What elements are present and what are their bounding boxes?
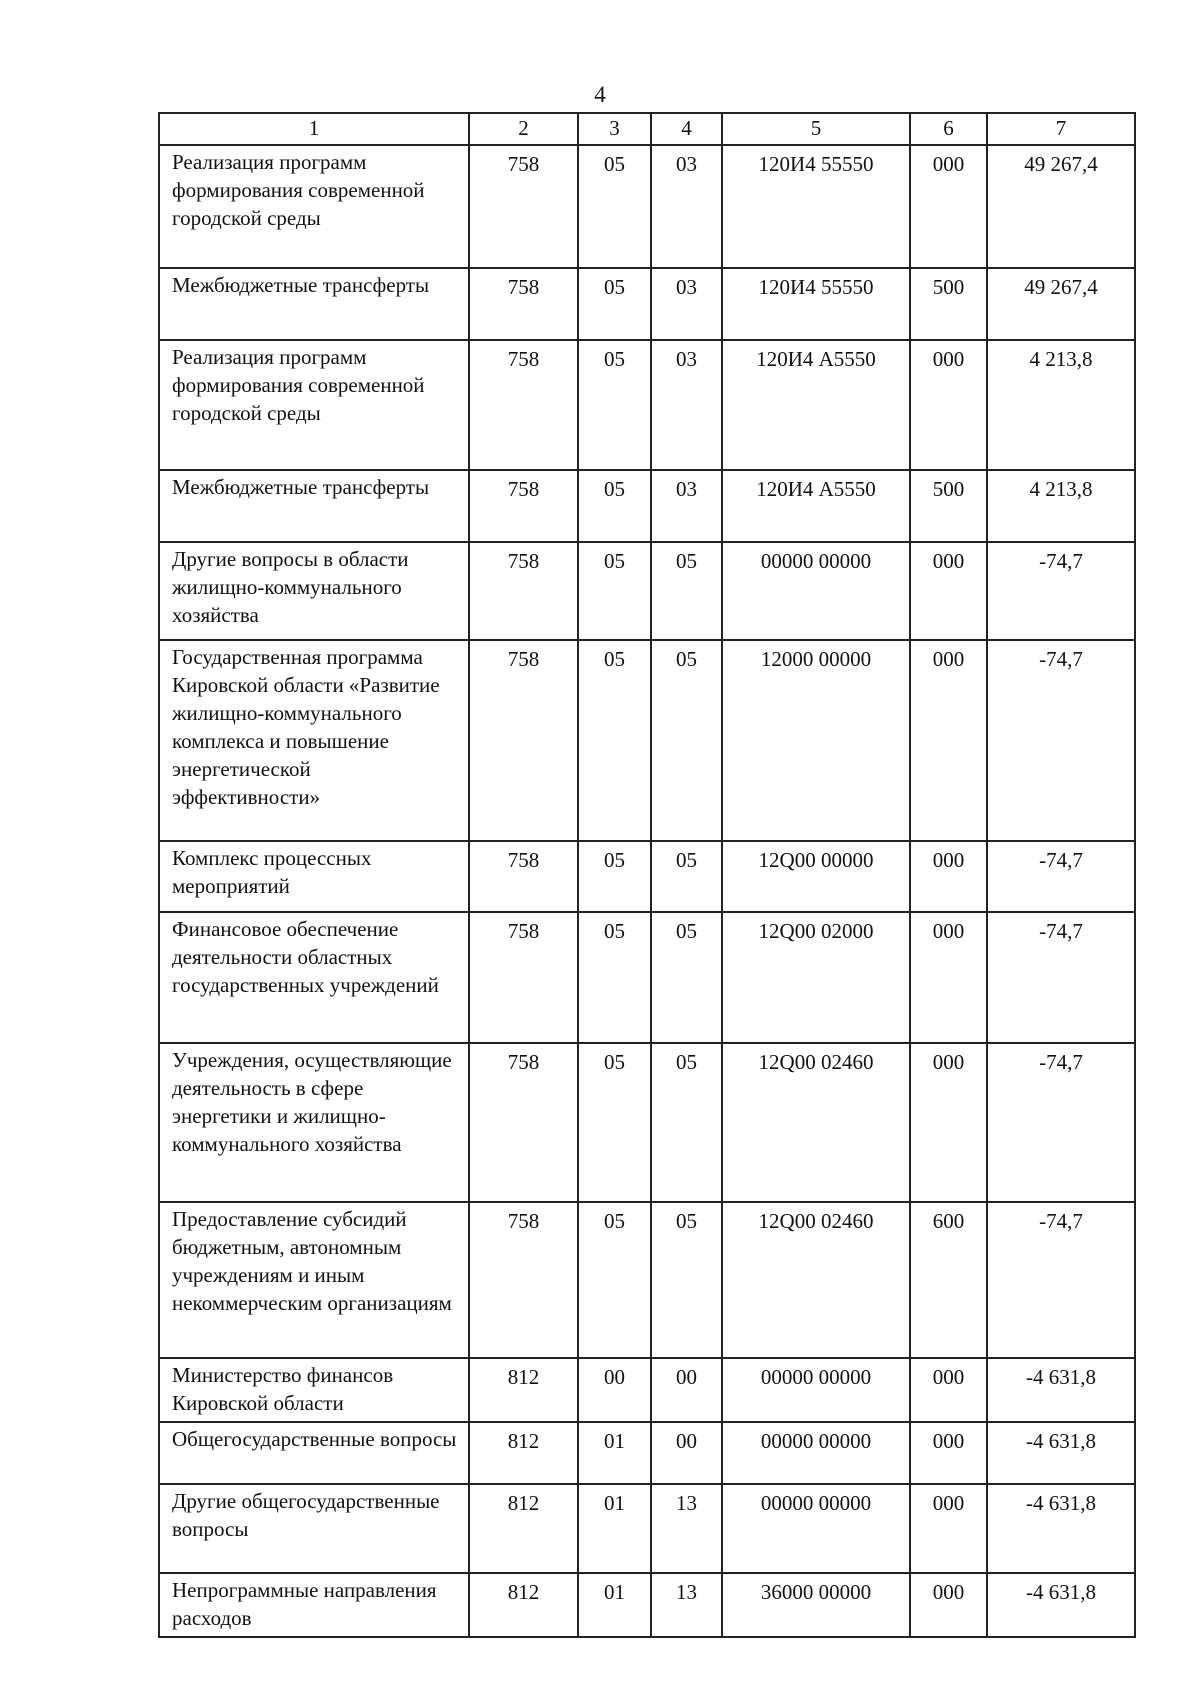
row-expense-type: 000: [910, 912, 987, 1043]
row-section: 01: [578, 1422, 651, 1484]
row-target-code: 00000 00000: [722, 1484, 910, 1573]
row-amount: -74,7: [987, 1202, 1135, 1358]
row-subsection: 03: [651, 145, 722, 268]
row-amount: -4 631,8: [987, 1422, 1135, 1484]
header-row: [159, 113, 1135, 145]
row-amount: -4 631,8: [987, 1573, 1135, 1637]
row-expense-type: 500: [910, 268, 987, 340]
row-target-code: 120И4 55550: [722, 145, 910, 268]
row-subsection: 00: [651, 1422, 722, 1484]
row-name: Другие вопросы в области жилищно-коммунального хозяйства: [159, 542, 469, 640]
row-expense-type: 000: [910, 841, 987, 912]
row-section: 05: [578, 268, 651, 340]
row-ministry-code: 758: [469, 268, 578, 340]
table-row: [159, 470, 1135, 542]
row-ministry-code: 758: [469, 542, 578, 640]
row-name: Непрограммные направления расходов: [159, 1573, 469, 1637]
row-target-code: 120И4 55550: [722, 268, 910, 340]
row-ministry-code: 758: [469, 340, 578, 470]
row-target-code: 00000 00000: [722, 542, 910, 640]
row-amount: -4 631,8: [987, 1484, 1135, 1573]
table-row: [159, 1422, 1135, 1484]
row-subsection: 13: [651, 1484, 722, 1573]
row-section: 01: [578, 1573, 651, 1637]
header-col-7: 7: [987, 113, 1135, 145]
row-amount: -74,7: [987, 1043, 1135, 1202]
row-expense-type: 000: [910, 340, 987, 470]
row-target-code: 00000 00000: [722, 1358, 910, 1422]
row-section: 05: [578, 470, 651, 542]
row-subsection: 03: [651, 268, 722, 340]
row-expense-type: 000: [910, 640, 987, 841]
row-target-code: 12Q00 00000: [722, 841, 910, 912]
table-row: [159, 1202, 1135, 1358]
row-subsection: 03: [651, 470, 722, 542]
row-target-code: 00000 00000: [722, 1422, 910, 1484]
table-row: [159, 912, 1135, 1043]
row-name: Предоставление субсидий бюджетным, автономным учреждениям и иным некоммерческим организациям: [159, 1202, 469, 1358]
row-expense-type: 500: [910, 470, 987, 542]
row-target-code: 120И4 А5550: [722, 340, 910, 470]
row-name: Межбюджетные трансферты: [159, 268, 469, 340]
row-target-code: 12Q00 02460: [722, 1202, 910, 1358]
budget-table: [158, 112, 1136, 1638]
row-target-code: 12000 00000: [722, 640, 910, 841]
row-section: 05: [578, 912, 651, 1043]
row-expense-type: 000: [910, 1484, 987, 1573]
row-target-code: 36000 00000: [722, 1573, 910, 1637]
row-amount: -74,7: [987, 640, 1135, 841]
row-section: 05: [578, 841, 651, 912]
row-amount: 4 213,8: [987, 340, 1135, 470]
header-col-1: 1: [159, 113, 469, 145]
row-subsection: 03: [651, 340, 722, 470]
row-section: 00: [578, 1358, 651, 1422]
row-expense-type: 000: [910, 1573, 987, 1637]
row-name: Комплекс процессных мероприятий: [159, 841, 469, 912]
row-section: 05: [578, 542, 651, 640]
row-section: 01: [578, 1484, 651, 1573]
row-name: Общегосударственные вопросы: [159, 1422, 469, 1484]
row-ministry-code: 758: [469, 145, 578, 268]
row-subsection: 05: [651, 542, 722, 640]
row-ministry-code: 812: [469, 1358, 578, 1422]
table-row: [159, 841, 1135, 912]
row-name: Другие общегосударственные вопросы: [159, 1484, 469, 1573]
row-expense-type: 000: [910, 1043, 987, 1202]
header-col-4: 4: [651, 113, 722, 145]
row-ministry-code: 758: [469, 841, 578, 912]
row-name: Финансовое обеспечение деятельности областных государственных учреждений: [159, 912, 469, 1043]
row-section: 05: [578, 145, 651, 268]
header-col-6: 6: [910, 113, 987, 145]
row-subsection: 05: [651, 1043, 722, 1202]
row-amount: -4 631,8: [987, 1358, 1135, 1422]
row-amount: 49 267,4: [987, 268, 1135, 340]
table-row: [159, 640, 1135, 841]
row-subsection: 05: [651, 1202, 722, 1358]
table-row: [159, 1484, 1135, 1573]
row-name: Межбюджетные трансферты: [159, 470, 469, 542]
row-section: 05: [578, 640, 651, 841]
row-expense-type: 000: [910, 1422, 987, 1484]
header-col-3: 3: [578, 113, 651, 145]
row-expense-type: 000: [910, 542, 987, 640]
row-subsection: 00: [651, 1358, 722, 1422]
row-name: Государственная программа Кировской области «Развитие жилищно-коммунального комплекса и повышение энергетической эффективности»: [159, 640, 469, 841]
row-name: Реализация программ формирования современной городской среды: [159, 340, 469, 470]
table-row: [159, 340, 1135, 470]
row-name: Учреждения, осуществляющие деятельность в сфере энергетики и жилищно-коммунального хозяйства: [159, 1043, 469, 1202]
row-expense-type: 600: [910, 1202, 987, 1358]
row-amount: -74,7: [987, 542, 1135, 640]
row-ministry-code: 812: [469, 1422, 578, 1484]
row-name: Министерство финансов Кировской области: [159, 1358, 469, 1422]
table-row: [159, 1043, 1135, 1202]
row-amount: -74,7: [987, 912, 1135, 1043]
row-amount: 4 213,8: [987, 470, 1135, 542]
row-ministry-code: 758: [469, 640, 578, 841]
row-ministry-code: 812: [469, 1573, 578, 1637]
table-row: [159, 268, 1135, 340]
table-header: [159, 113, 1135, 145]
page-number: 4: [594, 82, 606, 107]
table-row: [159, 1358, 1135, 1422]
row-subsection: 05: [651, 912, 722, 1043]
row-name: Реализация программ формирования современной городской среды: [159, 145, 469, 268]
table-row: [159, 1573, 1135, 1637]
row-target-code: 12Q00 02000: [722, 912, 910, 1043]
row-section: 05: [578, 1043, 651, 1202]
row-ministry-code: 758: [469, 912, 578, 1043]
table-row: [159, 145, 1135, 268]
table-row: [159, 542, 1135, 640]
row-ministry-code: 812: [469, 1484, 578, 1573]
row-amount: -74,7: [987, 841, 1135, 912]
header-col-5: 5: [722, 113, 910, 145]
row-ministry-code: 758: [469, 1043, 578, 1202]
header-col-2: 2: [469, 113, 578, 145]
row-expense-type: 000: [910, 145, 987, 268]
table-body: [159, 145, 1135, 1637]
row-subsection: 13: [651, 1573, 722, 1637]
row-amount: 49 267,4: [987, 145, 1135, 268]
row-ministry-code: 758: [469, 1202, 578, 1358]
row-subsection: 05: [651, 640, 722, 841]
row-section: 05: [578, 340, 651, 470]
row-target-code: 120И4 А5550: [722, 470, 910, 542]
row-target-code: 12Q00 02460: [722, 1043, 910, 1202]
row-expense-type: 000: [910, 1358, 987, 1422]
row-subsection: 05: [651, 841, 722, 912]
row-ministry-code: 758: [469, 470, 578, 542]
row-section: 05: [578, 1202, 651, 1358]
